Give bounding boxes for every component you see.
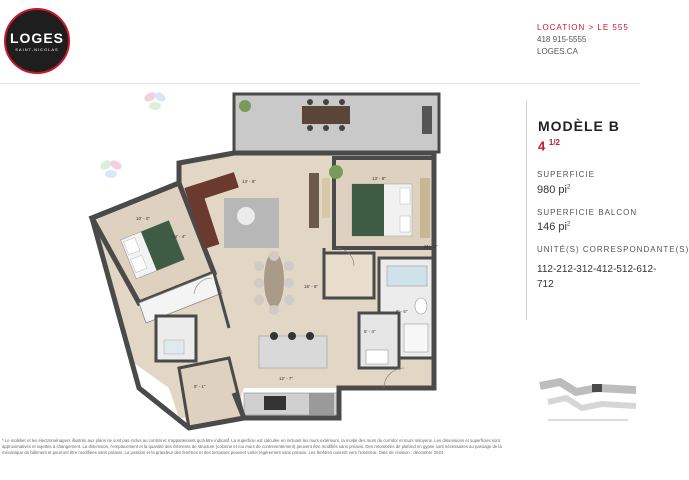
dimension-label: 8' - 1" bbox=[194, 384, 206, 389]
dimension-label: 12' - 7" bbox=[279, 376, 293, 381]
room-count-main: 4 bbox=[538, 138, 546, 154]
website-link[interactable]: LOGES.CA bbox=[537, 47, 578, 56]
logo-subtext: SAINT-NICOLAS bbox=[15, 47, 59, 52]
contact-block bbox=[537, 22, 629, 58]
plant-icon bbox=[329, 165, 343, 179]
room-count-fraction: 1/2 bbox=[548, 138, 560, 147]
header-divider bbox=[0, 83, 640, 84]
key-plan[interactable] bbox=[538, 372, 638, 428]
dimension-label: 10' - 0" bbox=[136, 216, 150, 221]
balcony-unit-exponent: 2 bbox=[566, 221, 571, 228]
plant-icon bbox=[239, 100, 251, 112]
area-label: SUPERFICIE bbox=[537, 170, 596, 179]
room-count bbox=[538, 138, 560, 153]
area-value bbox=[537, 184, 570, 196]
dimension-label: 8' - 5" bbox=[396, 309, 408, 314]
area-value-text: 980 pi bbox=[537, 184, 567, 196]
dimension-label: 5' - 4" bbox=[364, 329, 376, 334]
cooktop bbox=[264, 396, 286, 410]
bathroom-2 bbox=[156, 316, 196, 361]
dimension-label: 13' - 8" bbox=[242, 179, 256, 184]
tv-unit bbox=[309, 173, 319, 228]
units-label: UNITÉ(S) CORRESPONDANTE(S) bbox=[537, 245, 689, 254]
units-line-2: 712 bbox=[537, 279, 554, 290]
dimension-label: 13' - 8" bbox=[372, 176, 386, 181]
brand-logo[interactable] bbox=[4, 8, 70, 74]
toilet bbox=[415, 298, 427, 314]
shelf bbox=[322, 178, 330, 218]
area-unit-exponent: 2 bbox=[566, 184, 571, 191]
balcony-table bbox=[302, 106, 350, 124]
balcony bbox=[234, 94, 439, 152]
balcony-chair bbox=[422, 106, 432, 134]
dimension-label: 14' - 4" bbox=[172, 234, 186, 239]
unit-highlight bbox=[592, 384, 602, 392]
bedroom-dresser bbox=[420, 178, 430, 238]
bathtub bbox=[387, 266, 427, 286]
dimension-label: 18' - 6" bbox=[304, 284, 318, 289]
coffee-table bbox=[237, 207, 255, 225]
balcony-value-text: 146 pi bbox=[537, 221, 567, 233]
walk-in-closet bbox=[324, 253, 374, 298]
disclaimer-text: * Le mobilier et les électroménagers illustrés aux plans ne sont pas inclus au contrat et n'apparaissent qu'à titre indicatif. La superficie est calculée en incluant les murs extérieurs, la moitié des murs du corridor et murs mitoyens. Les dimensions et superficies sont approximatives et sujettes à changement. La dimension, l'emplacement et la quantité des éléments de structure (colonne et /ou murs de contreventement) peuvent être modifiés sans préavis. Des retombées de plafond en gypse sont nécessaires au passage de la mécanique du bâtiment et pourront être modifiées sans préavis. La position et la grandeur des fenêtres et des terrasses peuvent varier légèrement sans préavis. Les fenêtres ouvrent vers l'extérieur. Date de révision : décembre 2024 bbox=[2, 438, 502, 455]
dimension-label: 11' - 0" bbox=[424, 244, 438, 249]
phone-number[interactable]: 418 915-5555 bbox=[537, 35, 587, 44]
units-list bbox=[537, 262, 657, 292]
balcony-label: SUPERFICIE BALCON bbox=[537, 208, 638, 217]
shower bbox=[404, 324, 428, 352]
kitchen-island bbox=[259, 336, 327, 368]
floor-plan[interactable] bbox=[84, 88, 444, 433]
logo-text: LOGES bbox=[9, 30, 64, 46]
sidebar-divider bbox=[526, 100, 527, 320]
refrigerator bbox=[309, 393, 334, 415]
units-line-1: 112-212-312-412-512-612- bbox=[537, 264, 657, 275]
model-title: MODÈLE B bbox=[538, 118, 620, 134]
location-link[interactable]: LOCATION > LE 555 bbox=[537, 23, 629, 32]
balcony-value bbox=[537, 221, 570, 233]
